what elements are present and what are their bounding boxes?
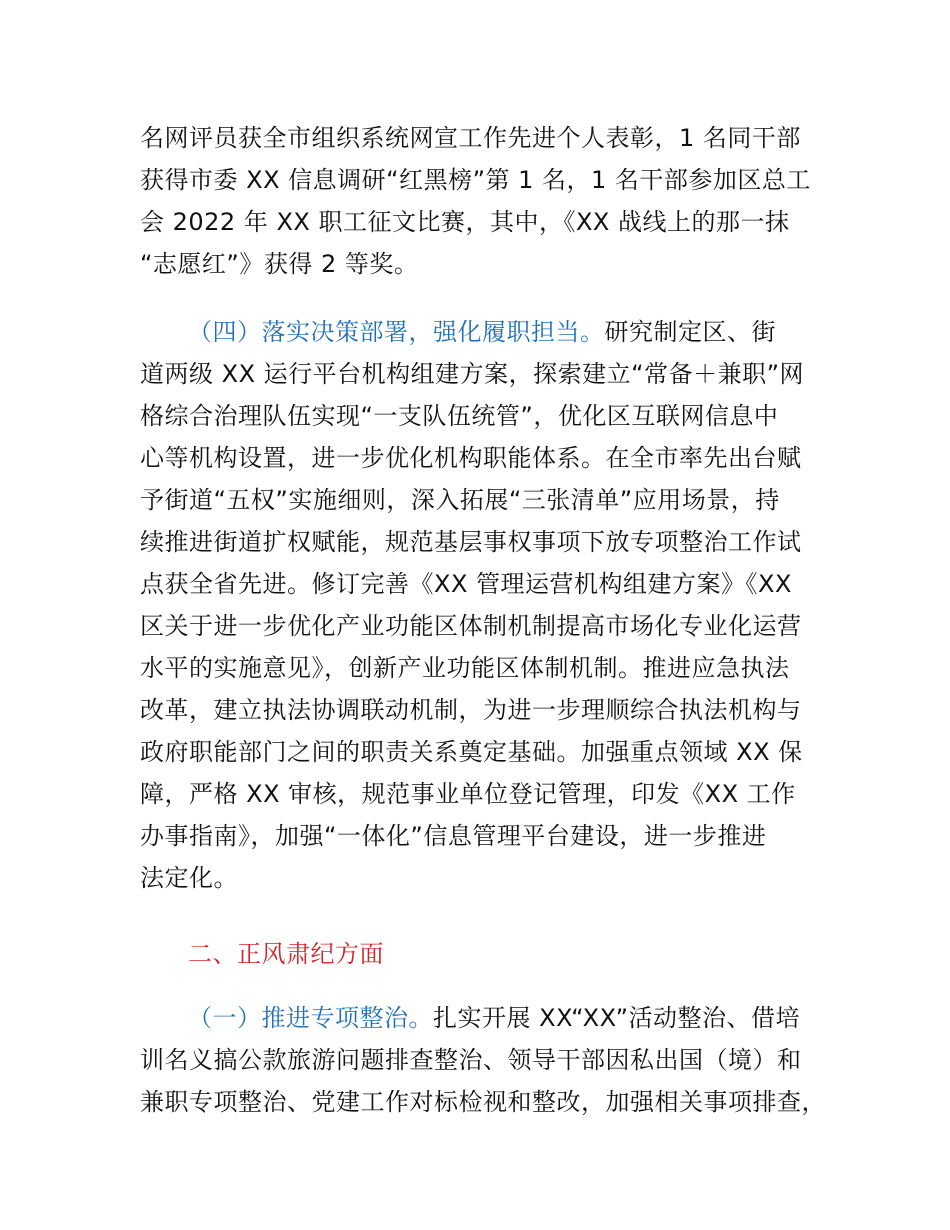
paragraph-line: 兼职专项整治、党建工作对标检视和整改，加强相关事项排查， <box>140 1088 826 1116</box>
subheading: （一）推进专项整治。 <box>188 1004 433 1032</box>
paragraph-text: 扎实开展 XX“XX”活动整治、借培 <box>433 1004 801 1032</box>
paragraph-line <box>188 998 800 1038</box>
paragraph-line: 道两级 XX 运行平台机构组建方案，探索建立“常备＋兼职”网 <box>140 360 805 388</box>
paragraph-line: “志愿红”》获得 2 等奖。 <box>140 250 419 278</box>
paragraph-line: 办事指南》，加强“一体化”信息管理平台建设，进一步推进 <box>140 822 767 850</box>
paragraph-line: 获得市委 XX 信息调研“红黑榜”第 1 名，1 名干部参加区总工 <box>140 166 811 194</box>
paragraph-line <box>188 312 776 352</box>
paragraph-line: 点获全省先进。修订完善《XX 管理运营机构组建方案》《XX <box>140 570 792 598</box>
paragraph-line: 心等机构设置，进一步优化机构职能体系。在全市率先出台赋 <box>140 444 802 472</box>
paragraph-line: 障，严格 XX 审核，规范事业单位登记管理，印发《XX 工作 <box>140 780 796 808</box>
paragraph-line: 训名义搞公款旅游问题排查整治、领导干部因私出国（境）和 <box>140 1046 802 1074</box>
paragraph-line: 格综合治理队伍实现“一支队伍统管”，优化区互联网信息中 <box>140 402 779 430</box>
section-heading: 二、正风肃纪方面 <box>188 940 384 968</box>
paragraph-line: 续推进街道扩权赋能，规范基层事权事项下放专项整治工作试 <box>140 528 802 556</box>
paragraph-line: 政府职能部门之间的职责关系奠定基础。加强重点领域 XX 保 <box>140 738 803 766</box>
paragraph-line: 法定化。 <box>140 864 238 892</box>
paragraph-line: 会 2022 年 XX 职工征文比赛，其中，《XX 战线上的那一抹 <box>140 208 790 236</box>
paragraph-line: 予街道“五权”实施细则，深入拓展“三张清单”应用场景，持 <box>140 486 780 514</box>
paragraph-text: 研究制定区、街 <box>604 318 776 346</box>
subheading: （四）落实决策部署，强化履职担当。 <box>188 318 605 346</box>
paragraph-line: 水平的实施意见》，创新产业功能区体制机制。推进应急执法 <box>140 654 790 682</box>
paragraph-line: 区关于进一步优化产业功能区体制机制提高市场化专业化运营 <box>140 612 802 640</box>
paragraph-line: 改革，建立执法协调联动机制，为进一步理顺综合执法机构与 <box>140 696 802 724</box>
paragraph-line: 名网评员获全市组织系统网宣工作先进个人表彰，1 名同干部 <box>140 124 801 152</box>
